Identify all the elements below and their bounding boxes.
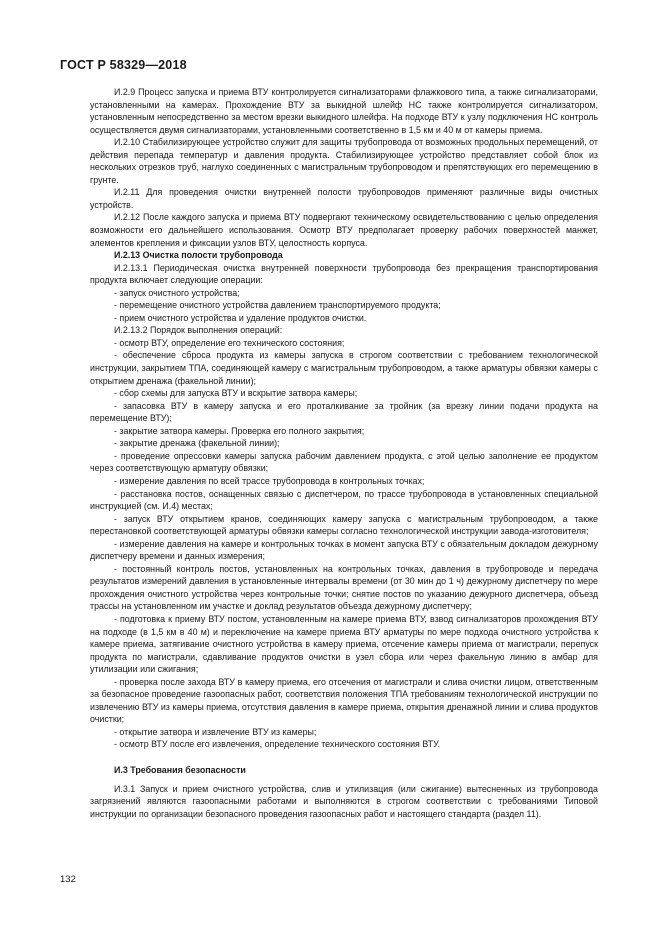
list-item: - закрытие затвора камеры. Проверка его полного закрытия; <box>114 425 365 436</box>
list-item: - открытие затвора и извлечение ВТУ из камеры; <box>114 726 317 737</box>
paragraph-i-2-9: И.2.9 Процесс запуска и приема ВТУ контролируется сигнализаторами флажкового типа, а также сигнализаторами, установленными на камерах. Прохождение ВТУ за выкидной шлейф НС также контролируется сигнализатором, установленным непосредственно за местом врезки выкидного шлейфа. На подходе ВТУ к узлу подключения НС контроль осуществляется двумя сигнализаторами, установленными соответственно в 1,5 км и 40 м от камеры приема. <box>90 87 598 135</box>
paragraph-i-2-11: И.2.11 Для проведения очистки внутренней полости трубопроводов применяют различные виды очистных устройств. <box>90 187 598 210</box>
paragraph-i-2-13-2: И.2.13.2 Порядок выполнения операций: <box>114 325 283 336</box>
list-item: - измерение давления по всей трассе трубопровода в контрольных точках; <box>114 475 425 486</box>
list-item: - закрытие дренажа (факельной линии); <box>114 438 280 449</box>
list-item: - прием очистного устройства и удаление продуктов очистки. <box>114 312 367 323</box>
list-item: - перемещение очистного устройства давлением транспортируемого продукта; <box>114 300 441 311</box>
list-item: - обеспечение сброса продукта из камеры запуска в строгом соответствии с требованием технологической инструкции, закрытием ТПА, соединяющей камеру с магистральным трубопроводом, а также арматуры обвязки камеры с открытием дренажа (факельной линии); <box>90 350 598 386</box>
list-item: - запасовка ВТУ в камеру запуска и его проталкивание за тройник (за врезку линии подачи продукта на перемещение ВТУ); <box>90 400 598 424</box>
list-item: - осмотр ВТУ, определение его технического состояния; <box>114 337 345 348</box>
document-body <box>90 86 598 820</box>
standard-header: ГОСТ Р 58329—2018 <box>60 58 187 72</box>
list-item: - сбор схемы для запуска ВТУ и вскрытие затвора камеры; <box>114 388 358 399</box>
section-heading-i-3: И.3 Требования безопасности <box>114 764 246 775</box>
list-item: - запуск ВТУ открытием кранов, соединяющих камеру запуска с магистральным трубопроводом, а также перестановкой соответствующей арматуры обвязки камеры согласно технологической инструкции завода-изготовителя; <box>90 513 598 537</box>
section-heading-i-2-13: И.2.13 Очистка полости трубопровода <box>114 250 283 261</box>
paragraph-i-2-13-1: И.2.13.1 Периодическая очистка внутренней поверхности трубопровода без прекращения транспортирования продукта включает следующие операции: <box>90 262 598 286</box>
list-item: - осмотр ВТУ после его извлечения, определение технического состояния ВТУ. <box>114 739 440 750</box>
page-number: 132 <box>60 874 76 885</box>
list-item: - расстановка постов, оснащенных связью с диспетчером, по трассе трубопровода в установленных специальной инструкцией (см. И.4) местах; <box>90 488 598 512</box>
paragraph-i-3-1: И.3.1 Запуск и прием очистного устройства, слив и утилизация (или сжигание) вытесненных из трубопровода загрязнений являются газоопасными работами и выполняются в строгом соответствии с требованиями Типовой инструкции по организации безопасного проведения газоопасных работ и настоящего стандарта (раздел 11). <box>90 783 598 819</box>
list-item: - постоянный контроль постов, установленных на контрольных точках, давления в трубопроводе и передача результатов измерений давления в установленные интервалы времени (от 30 мин до 1 ч) дежурному диспетчеру по мере прохождения очистного устройства через контрольные точки; снятие постов по указанию дежурного диспетчера, объезд трассы на установленном им участке и доклад результатов объезда дежурному диспетчеру; <box>90 563 598 612</box>
paragraph-i-2-12: И.2.12 После каждого запуска и приема ВТУ подвергают техническому освидетельствованию с целью определения возможности его дальнейшего использования. Осмотр ВТУ предполагает проверку рабочих поверхностей манжет, элементов крепления и фиксации узлов ВТУ, целостность корпуса. <box>90 212 598 248</box>
list-item: - подготовка к приему ВТУ постом, установленным на камере приема ВТУ, взвод сигнализаторов прохождения ВТУ на подходе (в 1,5 км в 40 м) и переключение на камере приема ВТУ арматуры по мере подхода очистного устройства к камере приема, затягивание очистного устройства в камеру приема, отсечение камеры приема от магистрали, перепуск продукта по магистрали, сдавливание продуктов очистки в узел сбора или через факельную линию в амбар для утилизации или сжигания; <box>90 613 598 675</box>
list-item: - проверка после захода ВТУ в камеру приема, его отсечения от магистрали и слива очистки лицом, ответственным за безопасное проведение газоопасных работ, соответствия положения ТПА требованиям технологической инструкции по извлечению ВТУ из камеры приема, отсутствия давления в камере приема, открытия дренажной линии и слива продуктов очистки; <box>90 676 598 725</box>
list-item: - проведение опрессовки камеры запуска рабочим давлением продукта, с этой целью заполнение ее продуктом через соответствующую арматуру обвязки; <box>90 450 598 474</box>
paragraph-i-2-10: И.2.10 Стабилизирующее устройство служит для защиты трубопровода от возможных продольных перемещений, от действия перепада температур и давления продукта. Стабилизирующее устройство представляет собой блок из нескольких отрезков труб, наглухо соединенных с магистральным трубопроводом и препятствующих его перемещению в грунте. <box>90 137 598 185</box>
list-item: - запуск очистного устройства; <box>114 287 240 298</box>
list-item: - измерение давления на камере и контрольных точках в момент запуска ВТУ с обязательным докладом дежурному диспетчеру времени и данных измерения; <box>90 538 598 562</box>
